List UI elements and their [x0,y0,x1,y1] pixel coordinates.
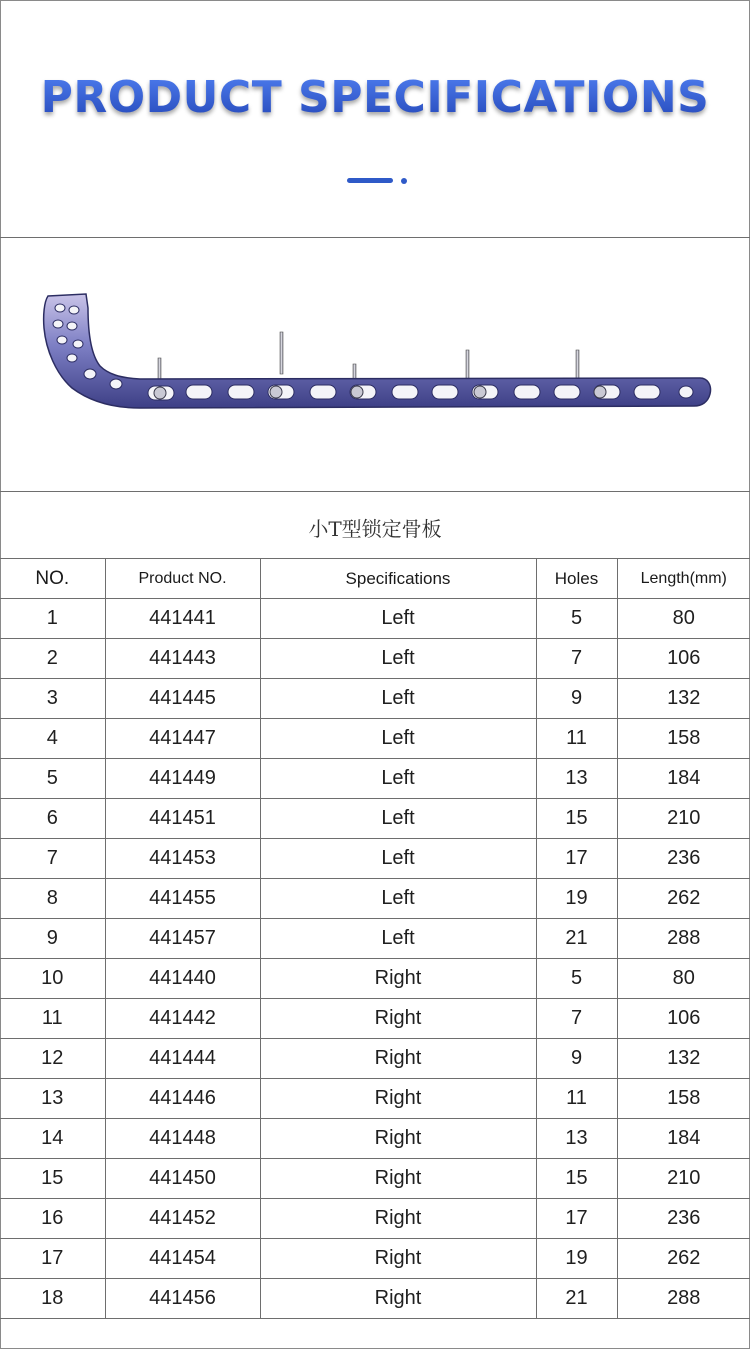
cell-holes: 13 [536,759,617,799]
cell-product-no: 441440 [105,959,260,999]
cell-no: 3 [0,679,105,719]
cell-no: 13 [0,1079,105,1119]
cell-holes: 7 [536,639,617,679]
cell-length: 184 [617,759,750,799]
cell-no: 10 [0,959,105,999]
cell-length: 236 [617,839,750,879]
cell-specification: Left [260,839,536,879]
table-row [0,639,750,679]
cell-holes: 15 [536,799,617,839]
cell-length: 132 [617,679,750,719]
cell-no: 17 [0,1239,105,1279]
cell-no: 5 [0,759,105,799]
cell-specification: Left [260,799,536,839]
table-row [0,959,750,999]
cell-holes: 11 [536,719,617,759]
table-row [0,919,750,959]
cell-product-no: 441451 [105,799,260,839]
table-row [0,799,750,839]
column-header-specifications: Specifications [260,559,536,599]
cell-holes: 19 [536,1239,617,1279]
table-row [0,679,750,719]
table-row [0,1119,750,1159]
cell-no: 2 [0,639,105,679]
table-row [0,1079,750,1119]
table-row [0,879,750,919]
table-header-row [0,559,750,599]
cell-specification: Right [260,1279,536,1319]
cell-length: 210 [617,799,750,839]
cell-no: 9 [0,919,105,959]
cell-holes: 15 [536,1159,617,1199]
cell-specification: Right [260,1119,536,1159]
table-row [0,599,750,639]
cell-product-no: 441441 [105,599,260,639]
cell-specification: Left [260,919,536,959]
column-header-length: Length(mm) [617,559,750,599]
header-section [0,0,750,238]
table-caption: 小T型锁定骨板 [308,517,442,541]
cell-length: 80 [617,959,750,999]
cell-specification: Left [260,599,536,639]
cell-length: 80 [617,599,750,639]
cell-specification: Left [260,639,536,679]
cell-specification: Left [260,879,536,919]
cell-product-no: 441443 [105,639,260,679]
title-divider-dash [347,178,393,183]
cell-length: 132 [617,1039,750,1079]
cell-product-no: 441456 [105,1279,260,1319]
table-body [0,599,750,1319]
column-header-holes: Holes [536,559,617,599]
title-divider-dot [401,178,407,184]
cell-holes: 5 [536,959,617,999]
cell-no: 7 [0,839,105,879]
cell-holes: 21 [536,919,617,959]
cell-product-no: 441457 [105,919,260,959]
table-row [0,839,750,879]
cell-specification: Right [260,1239,536,1279]
cell-length: 288 [617,1279,750,1319]
cell-specification: Right [260,1039,536,1079]
cell-holes: 17 [536,1199,617,1239]
cell-specification: Right [260,1159,536,1199]
cell-specification: Left [260,679,536,719]
cell-product-no: 441455 [105,879,260,919]
locking-bone-plate-image [0,238,750,491]
table-row [0,1159,750,1199]
page-title: PRODUCT SPECIFICATIONS [0,72,750,123]
cell-holes: 21 [536,1279,617,1319]
cell-holes: 17 [536,839,617,879]
cell-holes: 19 [536,879,617,919]
cell-product-no: 441442 [105,999,260,1039]
cell-specification: Right [260,1199,536,1239]
cell-no: 16 [0,1199,105,1239]
cell-specification: Left [260,719,536,759]
product-photo [0,238,750,492]
cell-holes: 9 [536,1039,617,1079]
cell-length: 262 [617,879,750,919]
table-row [0,1039,750,1079]
cell-length: 158 [617,1079,750,1119]
cell-length: 210 [617,1159,750,1199]
cell-no: 6 [0,799,105,839]
cell-no: 15 [0,1159,105,1199]
cell-no: 12 [0,1039,105,1079]
cell-product-no: 441449 [105,759,260,799]
cell-product-no: 441450 [105,1159,260,1199]
cell-length: 158 [617,719,750,759]
cell-no: 8 [0,879,105,919]
cell-specification: Right [260,999,536,1039]
table-caption-row [0,492,750,559]
cell-product-no: 441446 [105,1079,260,1119]
cell-no: 11 [0,999,105,1039]
cell-product-no: 441444 [105,1039,260,1079]
cell-product-no: 441445 [105,679,260,719]
cell-holes: 9 [536,679,617,719]
cell-length: 106 [617,999,750,1039]
cell-length: 288 [617,919,750,959]
cell-length: 236 [617,1199,750,1239]
cell-specification: Right [260,1079,536,1119]
cell-length: 184 [617,1119,750,1159]
cell-no: 14 [0,1119,105,1159]
cell-length: 106 [617,639,750,679]
table-row [0,999,750,1039]
cell-holes: 11 [536,1079,617,1119]
cell-specification: Left [260,759,536,799]
cell-no: 1 [0,599,105,639]
cell-holes: 13 [536,1119,617,1159]
cell-no: 18 [0,1279,105,1319]
table-row [0,1239,750,1279]
column-header-product-no: Product NO. [105,559,260,599]
table-row [0,759,750,799]
table-row [0,1199,750,1239]
table-row [0,1279,750,1319]
cell-holes: 5 [536,599,617,639]
cell-product-no: 441453 [105,839,260,879]
cell-product-no: 441452 [105,1199,260,1239]
specifications-table [0,558,750,1319]
column-header-no: NO. [0,559,105,599]
cell-product-no: 441454 [105,1239,260,1279]
cell-length: 262 [617,1239,750,1279]
cell-specification: Right [260,959,536,999]
cell-product-no: 441447 [105,719,260,759]
cell-product-no: 441448 [105,1119,260,1159]
cell-no: 4 [0,719,105,759]
table-row [0,719,750,759]
cell-holes: 7 [536,999,617,1039]
